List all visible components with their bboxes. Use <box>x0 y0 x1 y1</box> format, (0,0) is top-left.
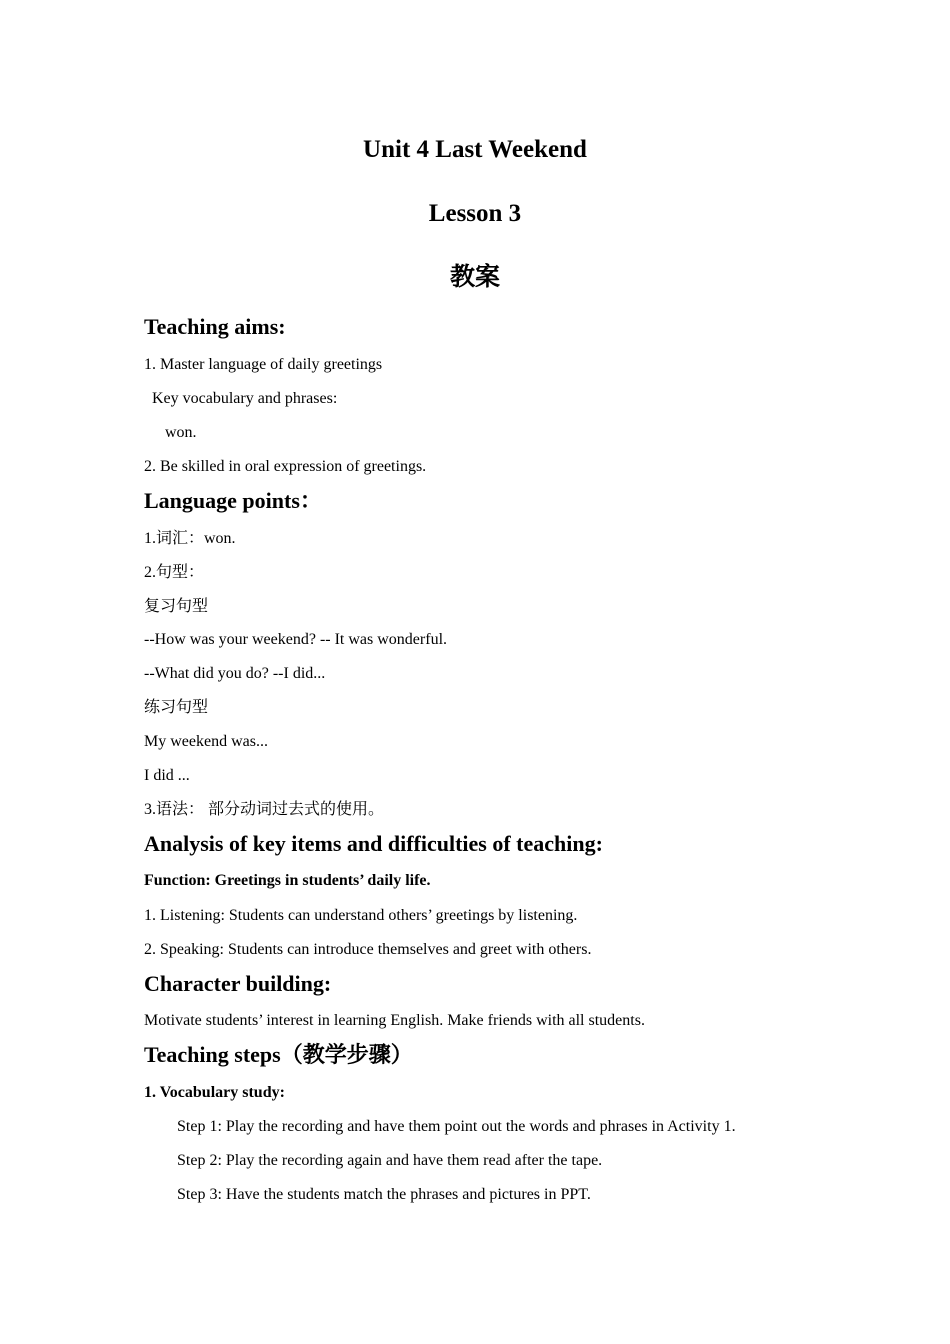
language-line: --What did you do? --I did... <box>144 665 326 682</box>
aim-line: won. <box>165 424 197 441</box>
character-text: Motivate students’ interest in learning English. Make friends with all students. <box>144 1012 645 1029</box>
language-line: 练习句型 <box>144 699 209 716</box>
analysis-line: 1. Listening: Students can understand others’ greetings by listening. <box>144 907 578 924</box>
language-line: My weekend was... <box>144 733 268 750</box>
lesson-plan-subtitle: 教案 <box>449 264 500 291</box>
document-title: Unit 4 Last Weekend <box>363 136 587 163</box>
character-building-heading: Character building: <box>144 971 332 996</box>
analysis-function: Function: Greetings in students’ daily life. <box>144 872 431 889</box>
language-line: --How was your weekend? -- It was wonderful. <box>144 631 448 648</box>
step-line: Step 1: Play the recording and have them point out the words and phrases in Activity 1. <box>177 1118 736 1135</box>
vocabulary-study-subheading: 1. Vocabulary study: <box>144 1084 285 1101</box>
language-line: 复习句型 <box>144 598 209 615</box>
language-line: 2.句型： <box>144 564 205 581</box>
aim-line: 1. Master language of daily greetings <box>144 356 383 373</box>
language-line: 3.语法： 部分动词过去式的使用。 <box>144 801 385 818</box>
aim-line: 2. Be skilled in oral expression of greetings. <box>144 458 427 475</box>
analysis-heading: Analysis of key items and difficulties of teaching: <box>144 831 603 856</box>
language-line: 1.词汇：won. <box>144 530 236 547</box>
step-line: Step 2: Play the recording again and have them read after the tape. <box>177 1152 603 1169</box>
teaching-aims-heading: Teaching aims: <box>144 314 286 339</box>
language-points-heading: Language points： <box>144 488 322 513</box>
aim-line: Key vocabulary and phrases: <box>152 390 338 407</box>
teaching-steps-heading: Teaching steps（教学步骤） <box>144 1042 413 1067</box>
step-line: Step 3: Have the students match the phrases and pictures in PPT. <box>177 1186 591 1203</box>
analysis-line: 2. Speaking: Students can introduce themselves and greet with others. <box>144 941 592 958</box>
language-line: I did ... <box>144 767 190 784</box>
lesson-title: Lesson 3 <box>428 200 522 227</box>
